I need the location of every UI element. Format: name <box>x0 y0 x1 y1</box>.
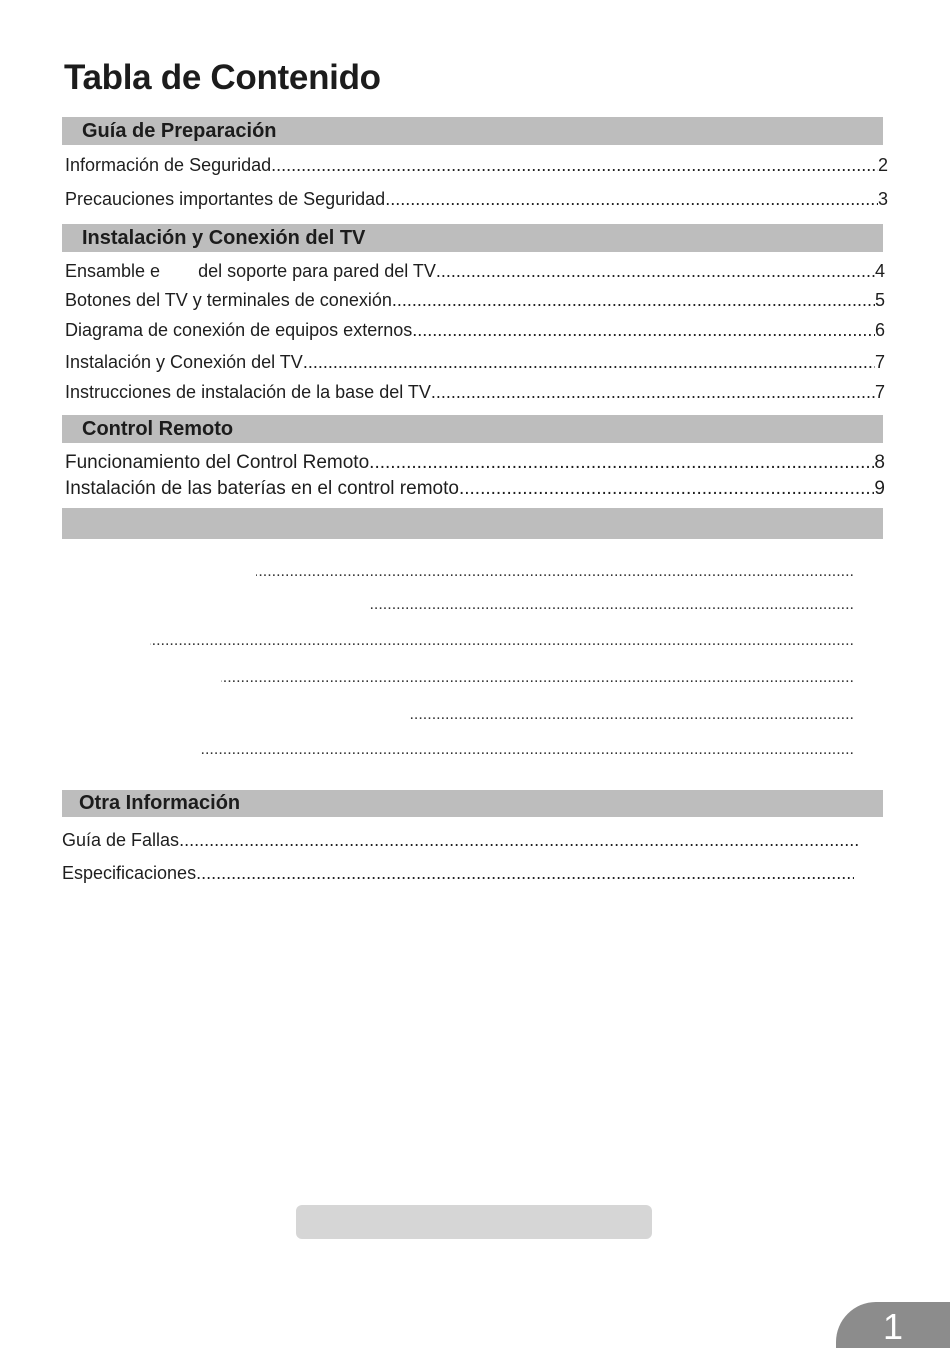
page-title: Tabla de Contenido <box>64 58 381 97</box>
toc-leader-dots <box>392 288 875 312</box>
toc-entry-page: 5 <box>874 290 885 310</box>
toc-entry-label: Instalación y Conexión del TV <box>65 352 303 372</box>
toc-leader-dots <box>369 451 874 475</box>
section-heading: Otra Información <box>79 792 241 814</box>
toc-leader-dots <box>196 861 854 885</box>
section-heading: Control Remoto <box>82 418 234 440</box>
toc-entry-page: 6 <box>874 320 885 340</box>
toc-entry-instalacion-baterias[interactable] <box>65 477 885 501</box>
toc-entry-guia-fallas[interactable] <box>62 828 858 852</box>
toc-entry-page: 7 <box>874 352 885 372</box>
toc-entry-label: Instalación de las baterías en el control remoto <box>65 478 459 499</box>
section-header-blank <box>62 508 883 539</box>
toc-leader-dots <box>179 828 858 852</box>
toc-entry-funcionamiento-control[interactable] <box>65 451 885 475</box>
section-heading: Guía de Preparación <box>82 120 277 142</box>
toc-entry-label-part-a: Ensamble e <box>65 261 161 281</box>
toc-leader-dots-blank-5 <box>410 705 854 725</box>
toc-entry-label: Diagrama de conexión de equipos externos <box>65 320 413 340</box>
toc-leader-dots <box>459 477 874 501</box>
toc-entry-instrucciones-base[interactable] <box>65 380 885 404</box>
section-header-instalacion-conexion <box>62 224 883 252</box>
toc-entry-page: 7 <box>874 382 885 402</box>
toc-entry-label: Especificaciones <box>62 863 197 883</box>
toc-leader-dots <box>436 259 875 283</box>
toc-leader-dots-blank-2 <box>370 595 854 615</box>
section-header-control-remoto <box>62 415 883 443</box>
toc-entry-page: 8 <box>874 452 885 473</box>
toc-entry-label: Funcionamiento del Control Remoto <box>65 452 370 473</box>
toc-entry-page: 2 <box>877 155 888 175</box>
toc-entry-ensamble-soporte[interactable] <box>65 259 885 283</box>
toc-leader-dots <box>385 187 878 211</box>
toc-entry-botones-terminales[interactable] <box>65 288 885 312</box>
toc-entry-label: Información de Seguridad <box>65 155 272 175</box>
toc-entry-page: 9 <box>874 478 885 499</box>
toc-leader-dots-blank-3 <box>150 631 854 651</box>
toc-entry-informacion-seguridad[interactable] <box>65 153 888 177</box>
toc-entry-precauciones[interactable] <box>65 187 888 211</box>
toc-leader-dots <box>303 350 875 374</box>
toc-leader-dots <box>412 318 875 342</box>
page-number-tab <box>836 1302 950 1348</box>
section-heading: Instalación y Conexión del TV <box>82 227 366 249</box>
toc-entry-label: Precauciones importantes de Seguridad <box>65 189 386 209</box>
toc-entry-especificaciones[interactable] <box>62 861 854 885</box>
toc-entry-instalacion-conexion-tv[interactable] <box>65 350 885 374</box>
toc-entry-label: Instrucciones de instalación de la base del TV <box>65 382 431 402</box>
toc-entry-diagrama-conexion[interactable] <box>65 318 885 342</box>
toc-entry-page: 3 <box>877 189 888 209</box>
page-number: 1 <box>883 1306 904 1347</box>
toc-leader-dots <box>431 380 875 404</box>
toc-entry-label: Botones del TV y terminales de conexión <box>65 290 392 310</box>
toc-entry-page: 4 <box>874 261 885 281</box>
toc-entry-label: Guía de Fallas <box>62 830 180 850</box>
section-header-guia-preparacion <box>62 117 883 145</box>
toc-leader-dots-blank-4 <box>221 668 854 688</box>
toc-leader-dots <box>271 153 878 177</box>
toc-leader-dots-blank-6 <box>200 740 854 760</box>
blank-rounded-label <box>296 1205 652 1239</box>
toc-entry-label-part-b: del soporte para pared del TV <box>198 261 436 281</box>
toc-leader-dots-blank-1 <box>256 562 854 582</box>
section-header-otra-informacion <box>62 790 883 817</box>
